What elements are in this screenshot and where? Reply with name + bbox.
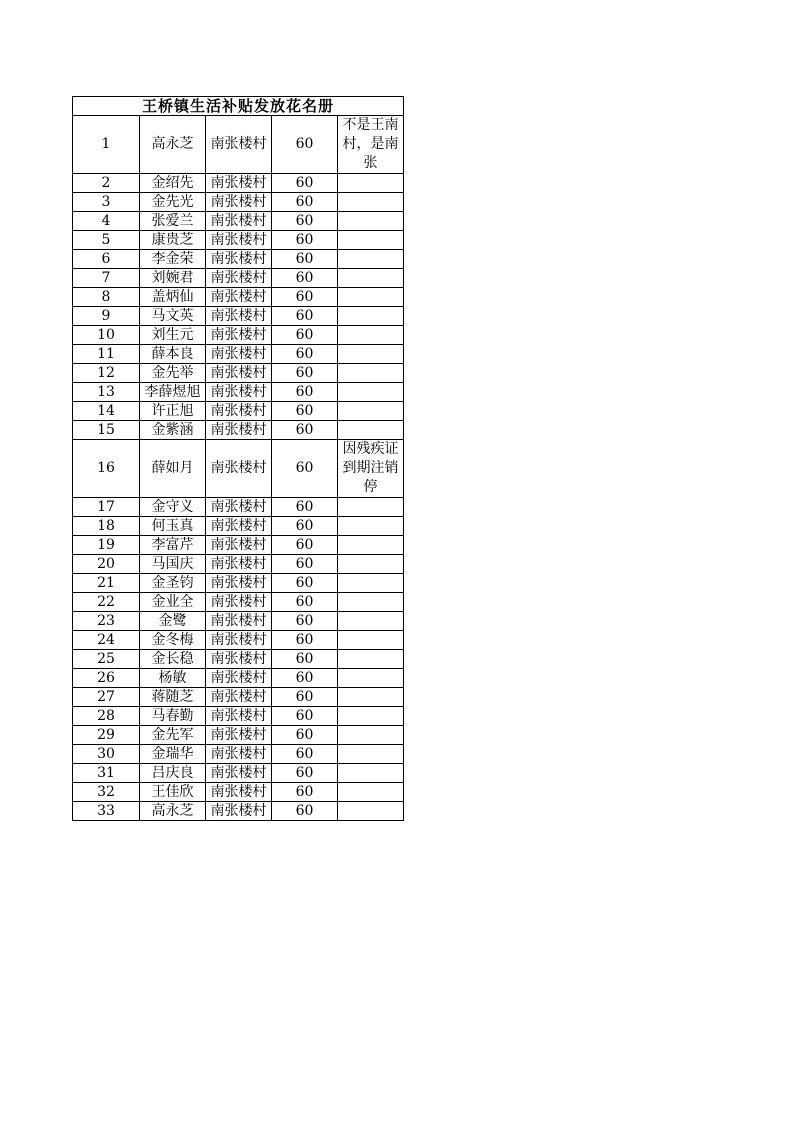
- name-cell: 金鹭: [140, 612, 206, 631]
- note-cell: [338, 421, 404, 440]
- row-number-cell: 2: [73, 174, 140, 193]
- village-cell: 南张楼村: [206, 307, 272, 326]
- table-row: [73, 688, 404, 707]
- amount-cell: 60: [272, 688, 338, 707]
- row-number-cell: 4: [73, 212, 140, 231]
- note-cell: [338, 536, 404, 555]
- row-number-cell: 22: [73, 593, 140, 612]
- name-cell: 金先军: [140, 726, 206, 745]
- note-cell: [338, 650, 404, 669]
- name-cell: 何玉真: [140, 517, 206, 536]
- note-cell: [338, 707, 404, 726]
- village-cell: 南张楼村: [206, 174, 272, 193]
- name-cell: 金紫涵: [140, 421, 206, 440]
- name-cell: 杨敏: [140, 669, 206, 688]
- table-row: [73, 574, 404, 593]
- row-number-cell: 11: [73, 345, 140, 364]
- row-number-cell: 5: [73, 231, 140, 250]
- village-cell: 南张楼村: [206, 669, 272, 688]
- amount-cell: 60: [272, 440, 338, 498]
- note-cell: [338, 574, 404, 593]
- note-cell: [338, 745, 404, 764]
- note-cell: [338, 517, 404, 536]
- table-row: [73, 402, 404, 421]
- village-cell: 南张楼村: [206, 745, 272, 764]
- village-cell: 南张楼村: [206, 193, 272, 212]
- note-cell: [338, 402, 404, 421]
- row-number-cell: 26: [73, 669, 140, 688]
- table-row: [73, 345, 404, 364]
- village-cell: 南张楼村: [206, 440, 272, 498]
- row-number-cell: 31: [73, 764, 140, 783]
- table-row: [73, 421, 404, 440]
- amount-cell: 60: [272, 212, 338, 231]
- village-cell: 南张楼村: [206, 269, 272, 288]
- village-cell: 南张楼村: [206, 421, 272, 440]
- village-cell: 南张楼村: [206, 707, 272, 726]
- amount-cell: 60: [272, 612, 338, 631]
- name-cell: 金冬梅: [140, 631, 206, 650]
- village-cell: 南张楼村: [206, 326, 272, 345]
- amount-cell: 60: [272, 631, 338, 650]
- table-row: [73, 631, 404, 650]
- row-number-cell: 20: [73, 555, 140, 574]
- note-cell: [338, 193, 404, 212]
- village-cell: 南张楼村: [206, 231, 272, 250]
- table-row: [73, 745, 404, 764]
- note-cell: [338, 783, 404, 802]
- row-number-cell: 21: [73, 574, 140, 593]
- table-row: [73, 498, 404, 517]
- note-cell: [338, 688, 404, 707]
- row-number-cell: 25: [73, 650, 140, 669]
- row-number-cell: 29: [73, 726, 140, 745]
- note-cell: [338, 250, 404, 269]
- name-cell: 康贵芝: [140, 231, 206, 250]
- note-cell: [338, 802, 404, 821]
- amount-cell: 60: [272, 269, 338, 288]
- village-cell: 南张楼村: [206, 650, 272, 669]
- table-row: [73, 783, 404, 802]
- table-row: [73, 650, 404, 669]
- table-row: [73, 536, 404, 555]
- name-cell: 金绍先: [140, 174, 206, 193]
- name-cell: 金先举: [140, 364, 206, 383]
- name-cell: 金业全: [140, 593, 206, 612]
- row-number-cell: 24: [73, 631, 140, 650]
- village-cell: 南张楼村: [206, 688, 272, 707]
- row-number-cell: 13: [73, 383, 140, 402]
- table-row: [73, 440, 404, 498]
- table-row: [73, 288, 404, 307]
- amount-cell: 60: [272, 726, 338, 745]
- table-row: [73, 269, 404, 288]
- row-number-cell: 33: [73, 802, 140, 821]
- note-cell: [338, 212, 404, 231]
- row-number-cell: 30: [73, 745, 140, 764]
- amount-cell: 60: [272, 593, 338, 612]
- amount-cell: 60: [272, 402, 338, 421]
- name-cell: 高永芝: [140, 802, 206, 821]
- note-cell: [338, 631, 404, 650]
- name-cell: 张爱兰: [140, 212, 206, 231]
- village-cell: 南张楼村: [206, 593, 272, 612]
- amount-cell: 60: [272, 650, 338, 669]
- row-number-cell: 32: [73, 783, 140, 802]
- name-cell: 薛本良: [140, 345, 206, 364]
- row-number-cell: 19: [73, 536, 140, 555]
- table-row: [73, 593, 404, 612]
- amount-cell: 60: [272, 745, 338, 764]
- name-cell: 李富芹: [140, 536, 206, 555]
- row-number-cell: 1: [73, 116, 140, 174]
- row-number-cell: 7: [73, 269, 140, 288]
- row-number-cell: 28: [73, 707, 140, 726]
- row-number-cell: 6: [73, 250, 140, 269]
- amount-cell: 60: [272, 250, 338, 269]
- amount-cell: 60: [272, 517, 338, 536]
- amount-cell: 60: [272, 231, 338, 250]
- table-row: [73, 212, 404, 231]
- village-cell: 南张楼村: [206, 802, 272, 821]
- table-row: [73, 364, 404, 383]
- amount-cell: 60: [272, 193, 338, 212]
- table-row: [73, 307, 404, 326]
- row-number-cell: 16: [73, 440, 140, 498]
- village-cell: 南张楼村: [206, 517, 272, 536]
- village-cell: 南张楼村: [206, 250, 272, 269]
- amount-cell: 60: [272, 764, 338, 783]
- row-number-cell: 15: [73, 421, 140, 440]
- name-cell: 王佳欣: [140, 783, 206, 802]
- name-cell: 金长稳: [140, 650, 206, 669]
- village-cell: 南张楼村: [206, 364, 272, 383]
- amount-cell: 60: [272, 421, 338, 440]
- amount-cell: 60: [272, 669, 338, 688]
- note-cell: [338, 307, 404, 326]
- table-row: [73, 555, 404, 574]
- amount-cell: 60: [272, 288, 338, 307]
- amount-cell: 60: [272, 783, 338, 802]
- name-cell: 许正旭: [140, 402, 206, 421]
- table-row: [73, 612, 404, 631]
- village-cell: 南张楼村: [206, 288, 272, 307]
- name-cell: 马春勤: [140, 707, 206, 726]
- table-row: [73, 116, 404, 174]
- amount-cell: 60: [272, 364, 338, 383]
- row-number-cell: 17: [73, 498, 140, 517]
- name-cell: 李薛煜旭: [140, 383, 206, 402]
- row-number-cell: 14: [73, 402, 140, 421]
- name-cell: 马文英: [140, 307, 206, 326]
- village-cell: 南张楼村: [206, 612, 272, 631]
- roster-table: [72, 96, 404, 821]
- note-cell: [338, 174, 404, 193]
- note-cell: [338, 498, 404, 517]
- row-number-cell: 12: [73, 364, 140, 383]
- note-cell: [338, 669, 404, 688]
- row-number-cell: 23: [73, 612, 140, 631]
- row-number-cell: 10: [73, 326, 140, 345]
- roster-body: [73, 97, 404, 821]
- village-cell: 南张楼村: [206, 498, 272, 517]
- note-cell: [338, 326, 404, 345]
- note-cell: 因残疾证到期注销停: [338, 440, 404, 498]
- amount-cell: 60: [272, 383, 338, 402]
- amount-cell: 60: [272, 307, 338, 326]
- table-title: 王桥镇生活补贴发放花名册: [73, 97, 404, 116]
- table-row: [73, 383, 404, 402]
- amount-cell: 60: [272, 116, 338, 174]
- row-number-cell: 18: [73, 517, 140, 536]
- amount-cell: 60: [272, 802, 338, 821]
- title-row: [73, 97, 404, 116]
- table-row: [73, 517, 404, 536]
- name-cell: 金先光: [140, 193, 206, 212]
- note-cell: [338, 555, 404, 574]
- village-cell: 南张楼村: [206, 212, 272, 231]
- village-cell: 南张楼村: [206, 764, 272, 783]
- note-cell: [338, 383, 404, 402]
- amount-cell: 60: [272, 574, 338, 593]
- village-cell: 南张楼村: [206, 783, 272, 802]
- name-cell: 金瑞华: [140, 745, 206, 764]
- table-row: [73, 669, 404, 688]
- name-cell: 高永芝: [140, 116, 206, 174]
- amount-cell: 60: [272, 326, 338, 345]
- row-number-cell: 3: [73, 193, 140, 212]
- note-cell: [338, 764, 404, 783]
- note-cell: [338, 288, 404, 307]
- village-cell: 南张楼村: [206, 383, 272, 402]
- note-cell: [338, 726, 404, 745]
- village-cell: 南张楼村: [206, 402, 272, 421]
- name-cell: 李金荣: [140, 250, 206, 269]
- table-row: [73, 174, 404, 193]
- amount-cell: 60: [272, 498, 338, 517]
- note-cell: [338, 345, 404, 364]
- name-cell: 吕庆良: [140, 764, 206, 783]
- amount-cell: 60: [272, 174, 338, 193]
- village-cell: 南张楼村: [206, 726, 272, 745]
- village-cell: 南张楼村: [206, 345, 272, 364]
- village-cell: 南张楼村: [206, 631, 272, 650]
- table-row: [73, 802, 404, 821]
- table-row: [73, 764, 404, 783]
- table-row: [73, 231, 404, 250]
- table-row: [73, 193, 404, 212]
- row-number-cell: 9: [73, 307, 140, 326]
- note-cell: [338, 231, 404, 250]
- name-cell: 金圣钧: [140, 574, 206, 593]
- village-cell: 南张楼村: [206, 536, 272, 555]
- row-number-cell: 8: [73, 288, 140, 307]
- name-cell: 盖炳仙: [140, 288, 206, 307]
- table-row: [73, 726, 404, 745]
- note-cell: 不是王南村，是南张: [338, 116, 404, 174]
- name-cell: 刘生元: [140, 326, 206, 345]
- amount-cell: 60: [272, 555, 338, 574]
- name-cell: 薛如月: [140, 440, 206, 498]
- village-cell: 南张楼村: [206, 116, 272, 174]
- village-cell: 南张楼村: [206, 555, 272, 574]
- village-cell: 南张楼村: [206, 574, 272, 593]
- name-cell: 马国庆: [140, 555, 206, 574]
- note-cell: [338, 612, 404, 631]
- name-cell: 刘婉君: [140, 269, 206, 288]
- amount-cell: 60: [272, 345, 338, 364]
- amount-cell: 60: [272, 707, 338, 726]
- note-cell: [338, 269, 404, 288]
- table-row: [73, 707, 404, 726]
- row-number-cell: 27: [73, 688, 140, 707]
- note-cell: [338, 364, 404, 383]
- name-cell: 金守义: [140, 498, 206, 517]
- table-row: [73, 326, 404, 345]
- note-cell: [338, 593, 404, 612]
- name-cell: 蒋随芝: [140, 688, 206, 707]
- table-row: [73, 250, 404, 269]
- amount-cell: 60: [272, 536, 338, 555]
